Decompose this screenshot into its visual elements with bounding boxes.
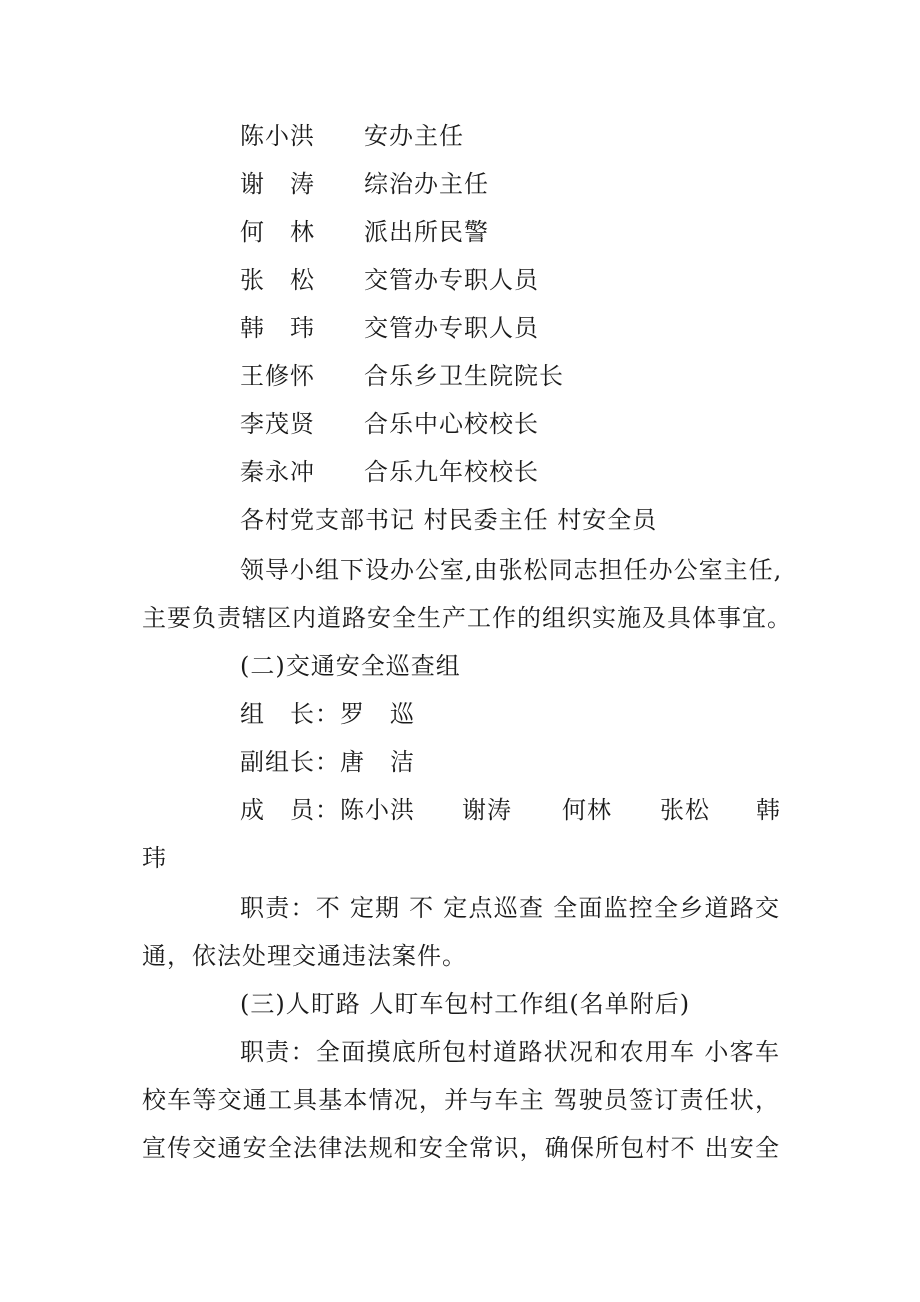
patrol-heading: (二)交通安全巡查组 bbox=[240, 652, 461, 680]
roster-title: 合乐中心校校长 bbox=[364, 410, 539, 438]
roster-name: 何 林 bbox=[240, 218, 315, 246]
village-duty-line-1: 职责：全面摸底所包村道路状况和农用车 小客车 bbox=[240, 1038, 780, 1066]
patrol-member: 张松 bbox=[660, 796, 710, 824]
roster-name: 陈小洪 bbox=[240, 122, 315, 150]
villages-line: 各村党支部书记 村民委主任 村安全员 bbox=[240, 506, 658, 534]
office-para-line-1: 领导小组下设办公室,由张松同志担任办公室主任, bbox=[240, 556, 783, 584]
office-para-line-2: 主要负责辖区内道路安全生产工作的组织实施及具体事宜。 bbox=[142, 604, 792, 632]
roster-title: 综治办主任 bbox=[364, 170, 489, 198]
roster-name: 韩 玮 bbox=[240, 314, 315, 342]
roster-name: 张 松 bbox=[240, 266, 315, 294]
village-heading: (三)人盯路 人盯车包村工作组(名单附后) bbox=[240, 990, 691, 1018]
roster-name: 谢 涛 bbox=[240, 170, 315, 198]
roster-name: 李茂贤 bbox=[240, 410, 315, 438]
roster-title: 交管办专职人员 bbox=[364, 314, 539, 342]
patrol-member-wrap: 玮 bbox=[142, 844, 167, 872]
roster-title: 交管办专职人员 bbox=[364, 266, 539, 294]
village-duty-line-2: 校车等交通工具基本情况，并与车主 驾驶员签订责任状， bbox=[142, 1086, 780, 1114]
village-duty-line-3: 宣传交通安全法律法规和安全常识，确保所包村不 出安全 bbox=[142, 1134, 780, 1162]
patrol-member: 谢涛 bbox=[462, 796, 512, 824]
roster-title: 派出所民警 bbox=[364, 218, 489, 246]
patrol-member: 何林 bbox=[562, 796, 612, 824]
patrol-duty-line-2: 通，依法处理交通违法案件。 bbox=[142, 942, 467, 970]
roster-title: 合乐乡卫生院院长 bbox=[364, 362, 564, 390]
patrol-deputy: 副组长：唐 洁 bbox=[240, 748, 415, 776]
patrol-duty-line-1: 职责：不 定期 不 定点巡查 全面监控全乡道路交 bbox=[240, 894, 780, 922]
patrol-member: 韩 bbox=[756, 796, 781, 824]
roster-title: 安办主任 bbox=[364, 122, 464, 150]
patrol-leader: 组 长：罗 巡 bbox=[240, 700, 415, 728]
patrol-members-label: 成 员：陈小洪 bbox=[240, 796, 415, 824]
roster-name: 秦永冲 bbox=[240, 458, 315, 486]
roster-title: 合乐九年校校长 bbox=[364, 458, 539, 486]
roster-name: 王修怀 bbox=[240, 362, 315, 390]
